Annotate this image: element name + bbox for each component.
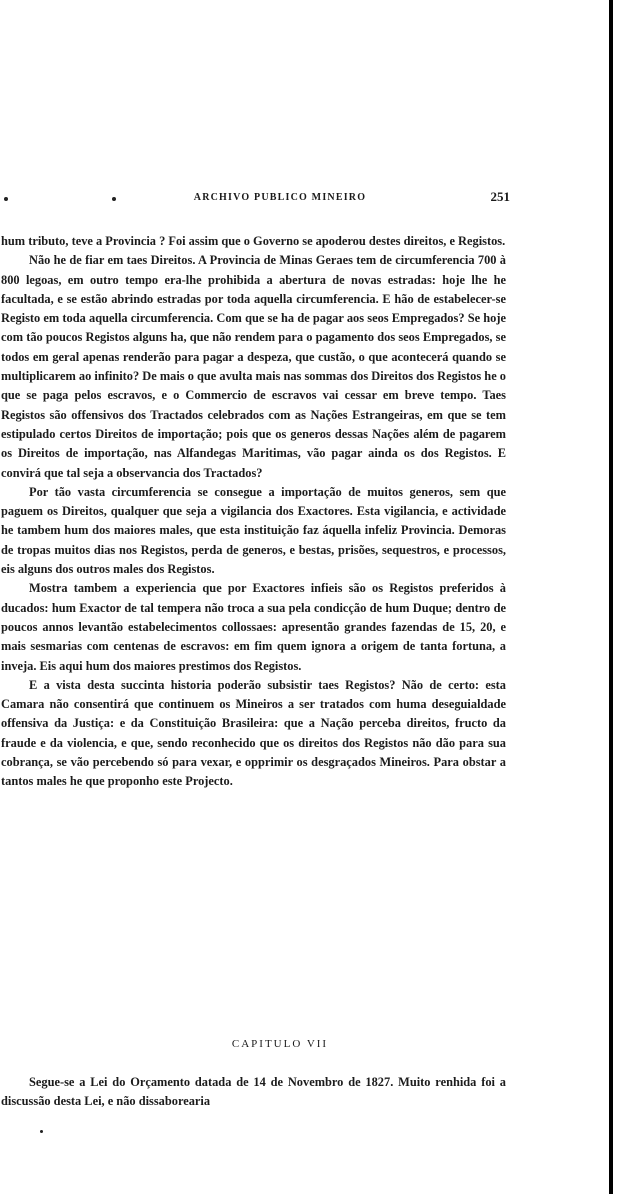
body-text <box>1 232 506 792</box>
paragraph: Mostra tambem a experiencia que por Exactores infieis são os Registos preferidos à ducados: hum Exactor de tal tempera não troca a sua pela condicção de hum Duque; dentro de poucos annos levantão estabelecimentos collossaes: apresentão grandes fazendas de 15, 20, e mais sesmarias com centenas de escravos: em fim quem ignora a origem de tanta fortuna, a inveja. Eis aqui hum dos maiores prestimos dos Registos. <box>1 581 506 673</box>
running-title: ARCHIVO PUBLICO MINEIRO <box>193 192 367 203</box>
header-dot-left <box>4 197 8 201</box>
scan-edge-border <box>609 0 613 1194</box>
paragraph: Por tão vasta circumferencia se consegue a importação de muitos generos, sem que paguem os Direitos, qualquer que seja a vigilancia dos Exactores. Esta vigilancia, e actividade he tambem hum dos maiores males, que esta instituição faz áquella infeliz Provincia. Demoras de tropas muitos dias nos Registos, perda de generos, e bestas, prisões, sequestros, e processos, eis alguns dos outros males dos Registos. <box>1 484 506 577</box>
chapter-heading: CAPITULO VII <box>231 1038 329 1050</box>
page-number: 251 <box>490 189 510 204</box>
paragraph: Não he de fiar em taes Direitos. A Provincia de Minas Geraes tem de circumferencia 700 à 800 legoas, em outro tempo era-lhe prohibida a abertura de novas estradas: hoje lhe he facultada, e se estão abrindo estradas por toda aquella circumferencia. E hão de estabelecer-se Registo em toda aquella circumferencia. Com que se ha de pagar aos seos Empregados? Se hoje com tão poucos Registos alguns ha, que não rendem para o pagamento dos seos Empregados, se todos em geral apenas renderão para pagar a despeza, que custão, o que acontecerá quando se multiplicarem ao infinito? De mais o que avulta mais nas sommas dos Direitos dos Registos he o que se paga pelos escravos, e o Commercio de escravos vai cessar em breve tempo. Taes Registos são offensivos dos Tractados celebrados com as Nações Estrangeiras, em que se tem estipulado certos Direitos de importação; pois que os generos dessas Nações além de pagarem os Direitos de importação, nas Alfandegas Maritimas, vão pagar ainda os dos Registos. E convirá que tal seja a observancia dos Tractados? <box>1 253 506 480</box>
page-header <box>0 189 600 209</box>
scan-speck <box>40 1130 43 1133</box>
paragraph: Segue-se a Lei do Orçamento datada de 14 de Novembro de 1827. Muito renhida foi a discussão desta Lei, e não dissaborearia <box>1 1075 506 1109</box>
paragraph: hum tributo, teve a Provincia ? Foi assim que o Governo se apoderou destes direitos, e Registos. <box>1 234 506 248</box>
closing-text <box>1 1073 506 1112</box>
paragraph: E a vista desta succinta historia poderão subsistir taes Registos? Não de certo: esta Camara não consentirá que continuem os Mineiros a ser tratados com huma deseguialdade offensiva da Justiça: e da Constituição Brasileira: que a Nação perceba direitos, fructo da fraude e da violencia, e que, sendo reconhecido que os direitos dos Registos não dão para sua cobrança, se vão percebendo só para vexar, e opprimir os desgraçados Mineiros. Para obstar a tantos males he que proponho este Projecto. <box>1 677 506 789</box>
header-dot-right <box>112 197 116 201</box>
